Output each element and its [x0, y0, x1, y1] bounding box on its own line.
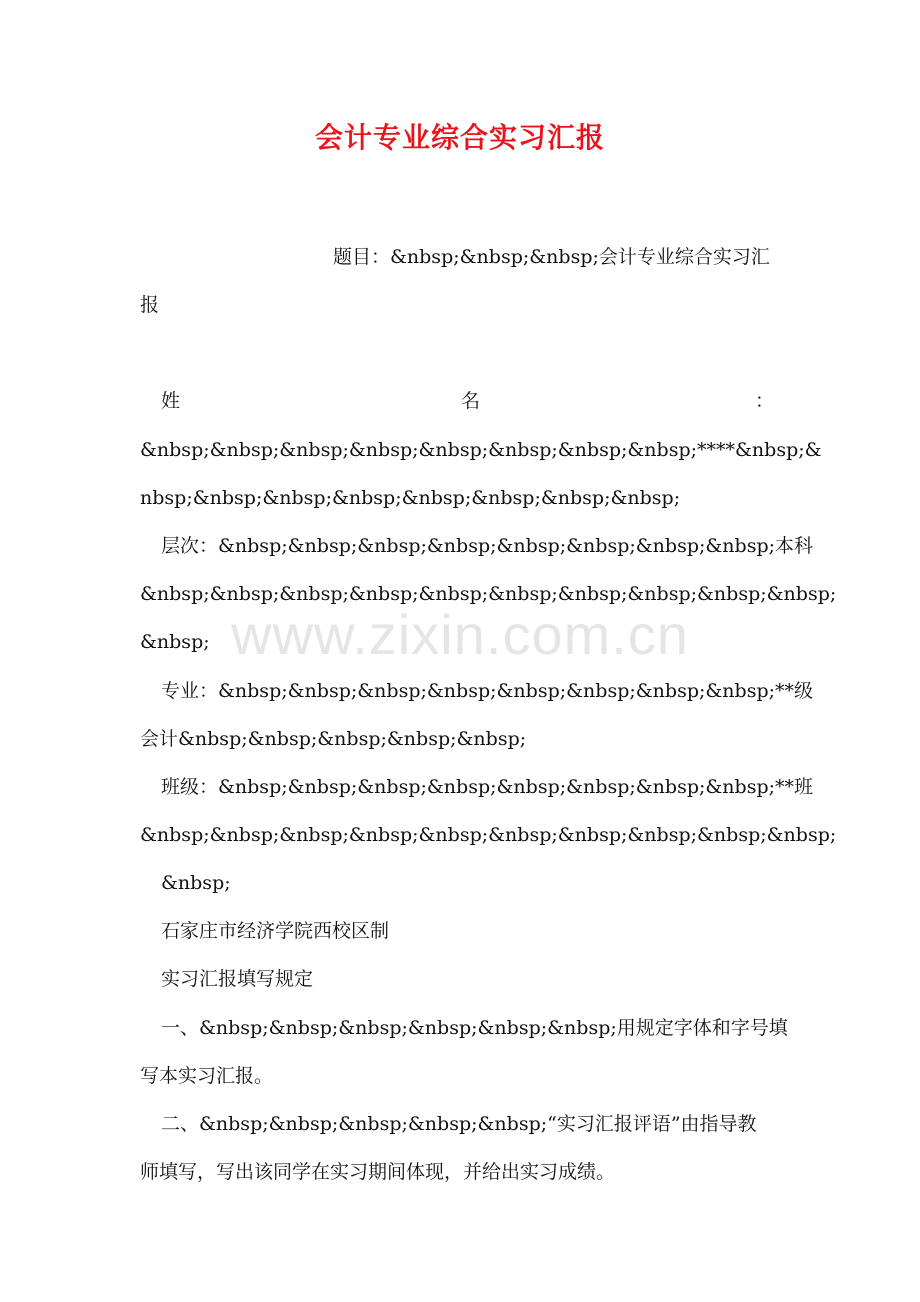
class-line-2: &nbsp;&nbsp;&nbsp;&nbsp;&nbsp;&nbsp;&nbsp;&nbsp;&nbsp;&nbsp; [140, 824, 837, 846]
level-line-1: 层次：&nbsp;&nbsp;&nbsp;&nbsp;&nbsp;&nbsp;&nbsp;&nbsp;本科 [161, 535, 814, 557]
rule-1-line-1: 一、&nbsp;&nbsp;&nbsp;&nbsp;&nbsp;&nbsp;用规定字体和字号填 [161, 1017, 788, 1039]
subject-line-2: 报 [140, 294, 160, 316]
name-label-row [140, 386, 780, 416]
major-line-2: 会计&nbsp;&nbsp;&nbsp;&nbsp;&nbsp; [140, 728, 527, 750]
level-line-3: &nbsp; [140, 631, 210, 653]
name-label-char-1: 姓 [161, 390, 181, 412]
rules-heading: 实习汇报填写规定 [161, 968, 314, 990]
class-line-1: 班级：&nbsp;&nbsp;&nbsp;&nbsp;&nbsp;&nbsp;&nbsp;&nbsp;**班 [161, 776, 814, 798]
name-value-line-2: nbsp;&nbsp;&nbsp;&nbsp;&nbsp;&nbsp;&nbsp;&nbsp; [140, 487, 681, 509]
level-line-2: &nbsp;&nbsp;&nbsp;&nbsp;&nbsp;&nbsp;&nbsp;&nbsp;&nbsp;&nbsp; [140, 583, 837, 605]
name-label-char-2: 名 [461, 390, 481, 412]
rule-1-line-2: 写本实习汇报。 [140, 1065, 274, 1087]
document-title: 会计专业综合实习汇报 [314, 121, 605, 154]
subject-line-1: 题目：&nbsp;&nbsp;&nbsp;会计专业综合实习汇 [333, 246, 770, 268]
major-line-1: 专业：&nbsp;&nbsp;&nbsp;&nbsp;&nbsp;&nbsp;&nbsp;&nbsp;**级 [161, 680, 814, 702]
name-label-colon: ： [755, 390, 775, 412]
institution-line: 石家庄市经济学院西校区制 [161, 920, 390, 942]
class-line-3: &nbsp; [161, 872, 231, 894]
rule-2-line-1: 二、&nbsp;&nbsp;&nbsp;&nbsp;&nbsp;“实习汇报评语”由指导教 [161, 1113, 757, 1135]
name-value-line-1: &nbsp;&nbsp;&nbsp;&nbsp;&nbsp;&nbsp;&nbsp;&nbsp;****&nbsp;& [140, 439, 822, 461]
rule-2-line-2: 师填写，写出该同学在实习期间体现，并给出实习成绩。 [140, 1161, 616, 1183]
watermark-text: www.zixin.com.cn [231, 603, 689, 666]
